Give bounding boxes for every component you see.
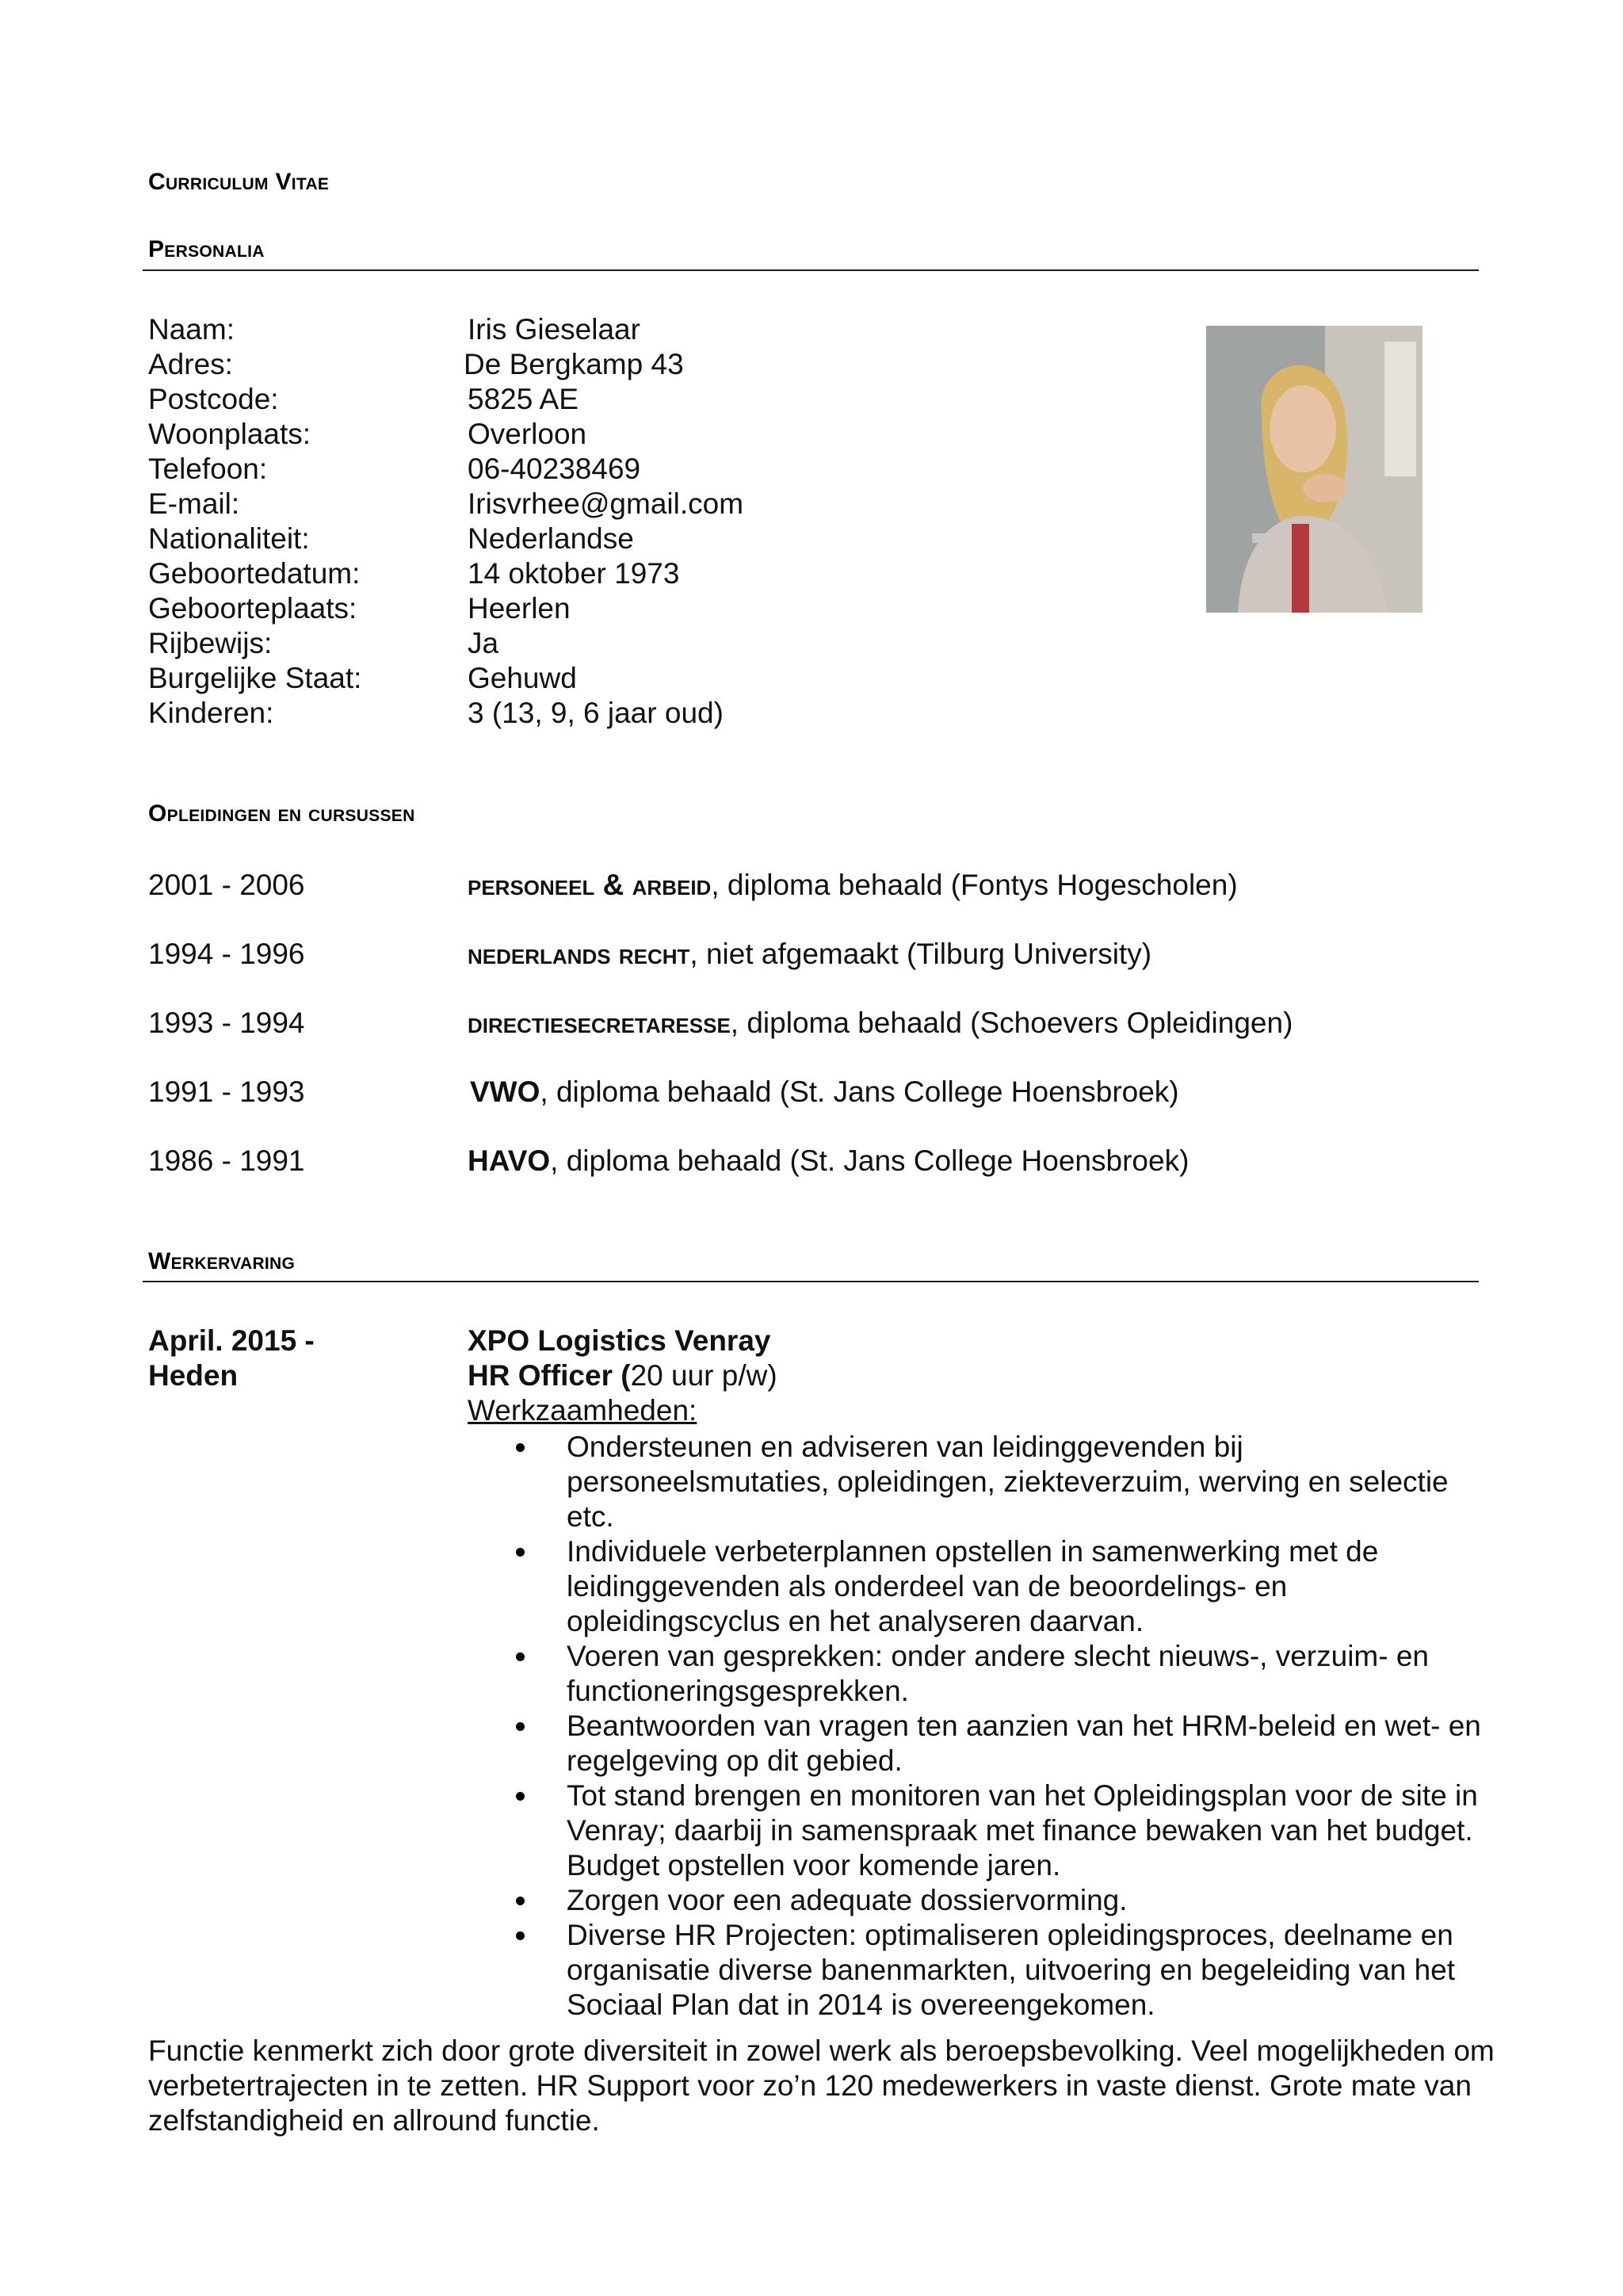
list-item xyxy=(468,1709,1498,1778)
education-detail: , diploma behaald (Schoevers Opleidingen) xyxy=(730,1007,1293,1039)
personalia-label: Postcode: xyxy=(148,383,279,415)
education-years: 1986 - 1991 xyxy=(148,1144,305,1177)
section-rule xyxy=(143,269,1479,271)
bullet-icon xyxy=(516,1548,525,1557)
education-title: personeel & arbeid xyxy=(468,869,712,901)
personalia-value: 3 (13, 9, 6 jaar oud) xyxy=(468,697,724,729)
personalia-value: Iris Gieselaar xyxy=(468,313,640,346)
task-text: Zorgen voor een adequate dossiervorming. xyxy=(567,1884,1128,1916)
list-item xyxy=(468,1918,1498,2023)
list-item xyxy=(468,1534,1498,1639)
education-item xyxy=(468,937,1151,972)
personalia-value: Ja xyxy=(468,627,499,659)
task-list xyxy=(468,1430,1498,2023)
job-hours: 20 uur p/w) xyxy=(630,1359,777,1392)
job-role-title: HR Officer ( xyxy=(468,1359,631,1392)
job-role xyxy=(468,1358,777,1393)
task-text: Tot stand brengen en monitoren van het Opleidingsplan voor de site in Venray; daarbij in samenspraak met finance bewaken van het budget. Budget opstellen voor komende jaren. xyxy=(567,1779,1478,1881)
section-heading-opleidingen: Opleidingen en cursussen xyxy=(148,800,415,827)
bullet-icon xyxy=(516,1443,525,1452)
education-years: 1991 - 1993 xyxy=(148,1075,305,1108)
job-summary: Functie kenmerkt zich door grote diversiteit in zowel werk als beroepsbevolking. Veel mogelijkheden om verbetertrajecten in te zetten. HR Support voor zo’n 120 medewerkers in vaste dienst. Grote mate van zelfstandigheid en allround functie. xyxy=(148,2034,1495,2137)
personalia-label: E-mail: xyxy=(148,487,240,520)
education-years: 1994 - 1996 xyxy=(148,938,305,970)
education-years: 1993 - 1994 xyxy=(148,1007,305,1039)
education-detail: , diploma behaald (St. Jans College Hoensbroek) xyxy=(540,1075,1179,1108)
personalia-label: Kinderen: xyxy=(148,697,274,729)
task-text: Diverse HR Projecten: optimaliseren opleidingsproces, deelname en organisatie diverse banenmarkten, uitvoering en begeleiding van het Sociaal Plan dat in 2014 is overeengekomen. xyxy=(567,1919,1456,2021)
personalia-label: Naam: xyxy=(148,313,235,346)
personalia-value: 14 oktober 1973 xyxy=(468,557,680,590)
personalia-label: Rijbewijs: xyxy=(148,627,273,659)
section-heading-personalia: Personalia xyxy=(148,236,265,262)
bullet-icon xyxy=(516,1652,525,1661)
list-item xyxy=(468,1430,1498,1534)
education-years: 2001 - 2006 xyxy=(148,869,305,901)
education-title: HAVO xyxy=(468,1144,551,1177)
personalia-value: Overloon xyxy=(468,418,587,450)
section-heading-werkervaring: Werkervaring xyxy=(148,1248,296,1274)
job-period-start: April. 2015 - xyxy=(148,1324,315,1357)
education-detail: , diploma behaald (St. Jans College Hoensbroek) xyxy=(550,1144,1190,1177)
document-title: Curriculum Vitae xyxy=(148,169,330,195)
bullet-icon xyxy=(516,1897,525,1905)
profile-photo xyxy=(1206,326,1423,613)
task-text: Ondersteunen en adviseren van leidinggevenden bij personeelsmutaties, opleidingen, ziekteverzuim, werving en selectie etc. xyxy=(567,1431,1449,1533)
education-item xyxy=(468,868,1238,903)
personalia-value: 5825 AE xyxy=(468,383,579,415)
section-rule xyxy=(143,1281,1479,1282)
list-item xyxy=(468,1883,1498,1918)
education-item xyxy=(468,1144,1189,1179)
personalia-label: Geboorteplaats: xyxy=(148,592,357,625)
personalia-label: Adres: xyxy=(148,348,233,380)
personalia-label: Woonplaats: xyxy=(148,418,311,450)
education-title: VWO xyxy=(470,1075,540,1108)
task-text: Beantwoorden van vragen ten aanzien van het HRM-beleid en wet- en regelgeving op dit gebied. xyxy=(567,1710,1481,1777)
list-item xyxy=(468,1778,1498,1883)
task-text: Voeren van gesprekken: onder andere slecht nieuws-, verzuim- en functioneringsgesprekken. xyxy=(567,1640,1429,1707)
personalia-value: De Bergkamp 43 xyxy=(464,348,684,380)
bullet-icon xyxy=(516,1931,525,1940)
tasks-label: Werkzaamheden: xyxy=(468,1394,697,1427)
job-company: XPO Logistics Venray xyxy=(468,1324,771,1357)
education-item xyxy=(468,1006,1293,1041)
job-period-end: Heden xyxy=(148,1359,239,1392)
personalia-label: Nationaliteit: xyxy=(148,522,310,555)
education-detail: , diploma behaald (Fontys Hogescholen) xyxy=(711,869,1238,901)
personalia-value: 06-40238469 xyxy=(468,453,641,485)
education-detail: , niet afgemaakt (Tilburg University) xyxy=(689,938,1152,970)
education-item xyxy=(470,1075,1179,1110)
personalia-value: Heerlen xyxy=(468,592,571,625)
bullet-icon xyxy=(516,1792,525,1801)
email-value: Irisvrhee@gmail.com xyxy=(468,487,744,520)
education-title: directiesecretaresse xyxy=(468,1007,731,1039)
personalia-value: Nederlandse xyxy=(468,522,634,555)
personalia-value: Gehuwd xyxy=(468,662,577,694)
task-text: Individuele verbeterplannen opstellen in samenwerking met de leidinggevenden als onderdeel van de beoordelings- en opleidingscyclus en het analyseren daarvan. xyxy=(567,1535,1379,1637)
personalia-label: Burgelijke Staat: xyxy=(148,662,362,694)
personalia-label: Telefoon: xyxy=(148,453,268,485)
education-title: nederlands recht xyxy=(468,938,690,970)
list-item xyxy=(468,1639,1498,1709)
bullet-icon xyxy=(516,1722,525,1731)
personalia-label: Geboortedatum: xyxy=(148,557,361,590)
